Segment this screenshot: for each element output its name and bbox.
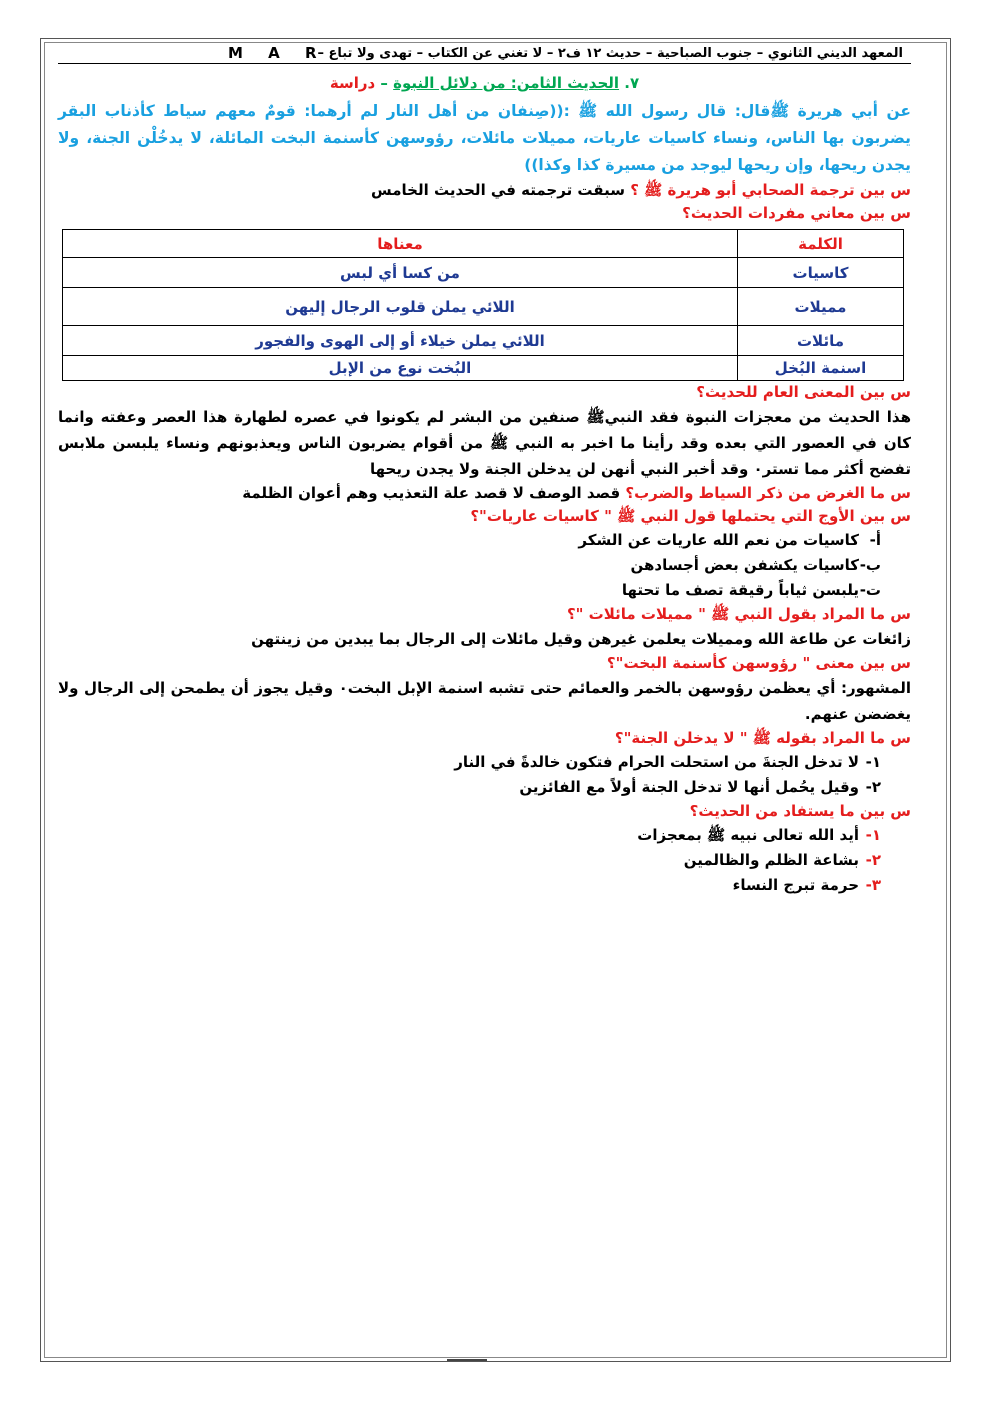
list-item-text: يلبسن ثياباً رقيقة تصف ما تحتها bbox=[621, 581, 859, 599]
question-5-list bbox=[58, 528, 911, 603]
list-marker: أ- bbox=[869, 531, 881, 549]
title-dash: – bbox=[380, 74, 388, 92]
question-4-answer: قصد الوصف لا قصد علة التعذيب وهم أعوان الظلمة bbox=[242, 484, 621, 502]
header-text: المعهد الديني الثانوي – جنوب الصباحية – حديث ١٢ ف٢ – لا تغني عن الكتاب – تهدى ولا تباع – bbox=[317, 46, 903, 61]
meaning-cell: من كسا أي لبس bbox=[63, 258, 738, 288]
list-marker: ٢- bbox=[865, 778, 881, 796]
word-cell: مائلات bbox=[738, 326, 904, 356]
page-header bbox=[58, 44, 911, 68]
list-item bbox=[58, 553, 881, 578]
list-item-text: بشاعة الظلم والظالمين bbox=[683, 851, 859, 869]
list-marker: ١- bbox=[865, 826, 881, 844]
lesson-name: الحديث الثامن: من دلائل النبوة bbox=[393, 74, 620, 92]
table-row bbox=[63, 326, 904, 356]
question-8-text: س ما المراد بقوله ﷺ " لا يدخلن الجنة"؟ bbox=[614, 729, 911, 747]
question-4-text: س ما الغرض من ذكر السياط والضرب؟ bbox=[625, 484, 911, 502]
table-row bbox=[63, 356, 904, 381]
lesson-study-label: دراسة bbox=[329, 74, 376, 92]
question-3-answer: هذا الحديث من معجزات النبوة فقد النبيﷺ صنفين من البشر لم يكونوا في عصره لطهارة هذا العصر وعفته وانما كان في العصور التي بعده وقد رأينا ما اخبر به النبي ﷺ من أقوام يضربون الناس ويعذبونهم ونساء يلبسن ملابس تفضح أكثر مما تستر٠ وقد أخبر النبي أنهن لن يدخلن الجنة ولا يجدن ريحها bbox=[58, 408, 911, 478]
question-2-text: س بين معاني مفردات الحديث؟ bbox=[682, 204, 911, 222]
list-item bbox=[58, 775, 881, 800]
list-marker: ٣- bbox=[865, 876, 881, 894]
table-row bbox=[63, 258, 904, 288]
question-8-list bbox=[58, 750, 911, 800]
list-item bbox=[58, 528, 881, 553]
word-cell: مميلات bbox=[738, 288, 904, 326]
hadith-text: عن أبي هريرة ﷺقال: قال رسول الله ﷺ :((صِنفان من أهل النار لم أرهما: قومٌ معهم سياط كأذناب البقر يضربون بها الناس، ونساء كاسيات عاريات، مميلات مائلات، رؤوسهن كأسنمة البخت المائلة، لا يدخُلْن الجنة، ولا يجدن ريحها، وإن ريحها ليوجد من مسيرة كذا وكذا)) bbox=[58, 102, 911, 174]
table-header-row bbox=[63, 230, 904, 258]
list-item-text: أيد الله تعالى نبيه ﷺ بمعجزات bbox=[637, 826, 859, 844]
question-5-text: س بين الأوج التي يحتملها قول النبي ﷺ " كاسيات عاريات"؟ bbox=[470, 507, 911, 525]
list-item-text: حرمة تبرج النساء bbox=[732, 876, 859, 894]
question-7-text: س بين معنى " رؤوسهن كأسنمة البخت"؟ bbox=[606, 654, 911, 672]
header-logo: M A R bbox=[228, 44, 327, 62]
question-7-answer: المشهور: أي يعظمن رؤوسهن بالخمر والعمائم حتى تشبه اسنمة الإبل البخت٠ وقيل يجوز أن يطمحن إلى الرجال ولا يغضضن عنهم. bbox=[58, 679, 911, 723]
question-9-text: س بين ما يستفاد من الحديث؟ bbox=[689, 802, 911, 820]
question-4 bbox=[58, 482, 911, 505]
meaning-cell: اللائي يملن خيلاء أو إلى الهوى والفجور bbox=[63, 326, 738, 356]
list-item bbox=[58, 873, 881, 898]
header-underline bbox=[58, 63, 911, 64]
header-meaning: معناها bbox=[63, 230, 738, 258]
lesson-number: ٧. bbox=[624, 74, 640, 92]
list-marker: ب- bbox=[859, 556, 881, 574]
list-item bbox=[58, 848, 881, 873]
question-6-text: س ما المراد بقول النبي ﷺ " مميلات مائلات "؟ bbox=[566, 605, 911, 623]
list-item bbox=[58, 578, 881, 603]
lesson-title bbox=[58, 74, 911, 98]
question-9-list bbox=[58, 823, 911, 898]
table-row bbox=[63, 288, 904, 326]
question-1-text: س بين ترجمة الصحابي أبو هريرة ﷺ ؟ bbox=[630, 181, 911, 199]
list-item bbox=[58, 750, 881, 775]
header-word: الكلمة bbox=[738, 230, 904, 258]
list-item bbox=[58, 823, 881, 848]
vocabulary-table bbox=[62, 229, 904, 381]
word-cell: كاسيات bbox=[738, 258, 904, 288]
footer-mark bbox=[447, 1359, 487, 1361]
question-6-answer: زائغات عن طاعة الله ومميلات يعلمن غيرهن وقيل مائلات إلى الرجال بما يبدين من زينتهن bbox=[251, 630, 911, 648]
question-3-text: س بين المعنى العام للحديث؟ bbox=[696, 383, 911, 401]
question-1 bbox=[58, 179, 911, 202]
meaning-cell: البُخت نوع من الإبل bbox=[63, 356, 738, 381]
list-item-text: كاسيات يكشفن بعض أجسادهن bbox=[630, 556, 859, 574]
meaning-cell: اللائي يملن قلوب الرجال إليهن bbox=[63, 288, 738, 326]
list-item-text: كاسيات من نعم الله عاريات عن الشكر bbox=[578, 531, 859, 549]
list-marker: ١- bbox=[865, 753, 881, 771]
word-cell: اسنمة البُخل bbox=[738, 356, 904, 381]
document-page bbox=[58, 44, 911, 898]
question-1-answer: سبقت ترجمته في الحديث الخامس bbox=[371, 181, 625, 199]
list-marker: ٢- bbox=[865, 851, 881, 869]
list-item-text: لا تدخل الجنةَ من استحلت الحرام فتكون خالدةً في النار bbox=[454, 753, 859, 771]
list-marker: ت- bbox=[859, 581, 881, 599]
list-item-text: وقيل يحُمل أنها لا تدخل الجنة أولاً مع الفائزين bbox=[519, 778, 859, 796]
